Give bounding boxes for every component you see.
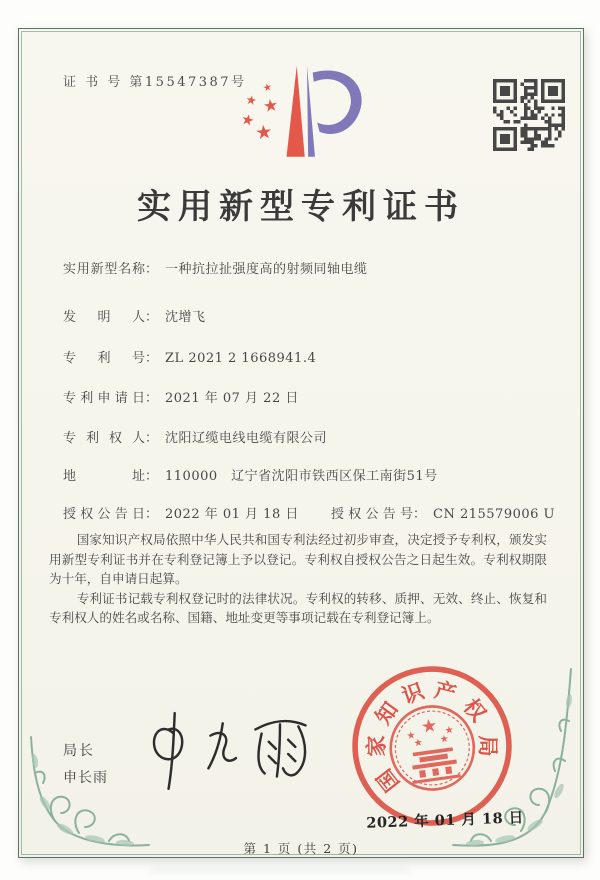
- seal-char: 家: [364, 735, 390, 757]
- cnipa-logo-icon: [232, 59, 382, 167]
- field-value: 沈增飞: [165, 310, 206, 325]
- certificate-title: 实用新型专利证书: [137, 187, 465, 227]
- seal-char: 局: [474, 735, 500, 757]
- field-value: ZL 2021 2 1668941.4: [165, 351, 317, 366]
- legal-paragraph-1: 国家知识产权局依照中华人民共和国专利法经过初步审查，决定授予专利权，颁发实用新型专利证书并在专利登记簿上予以登记。专利权自授权公告之日起生效。专利权期限为十年，自申请日起算。: [49, 532, 547, 587]
- commissioner-title: 局长: [63, 743, 95, 759]
- field-value: 110000 辽宁省沈阳市铁西区保工南街51号: [165, 469, 438, 484]
- commissioner-name: 申长雨: [63, 770, 108, 786]
- seal-date: 2022 年 01 月 18 日: [366, 809, 525, 832]
- svg-text:★: ★: [262, 81, 274, 95]
- legal-text-block: [49, 530, 547, 628]
- certificate-number: 证 书 号 第15547387号: [63, 75, 247, 90]
- svg-text:★: ★: [439, 733, 450, 746]
- seal-char: 权: [457, 694, 491, 727]
- field-label: 授权公告日: [63, 507, 145, 522]
- svg-text:★: ★: [405, 730, 417, 743]
- field-row-inventor: [63, 306, 206, 326]
- svg-text:★: ★: [239, 110, 257, 131]
- field-colon: ：: [145, 351, 159, 366]
- field-colon: ：: [145, 507, 159, 522]
- field-label: 专利号: [63, 351, 145, 366]
- field-label: 地址: [63, 469, 145, 484]
- handwritten-signature-icon: [143, 705, 327, 801]
- field-colon: ：: [145, 431, 159, 446]
- field-colon: ：: [145, 310, 159, 325]
- certificate-paper: [18, 28, 584, 858]
- svg-text:★: ★: [244, 91, 259, 109]
- field-value: 沈阳辽缆电线电缆有限公司: [165, 431, 328, 446]
- seal-char: 知: [371, 697, 404, 730]
- field-value: CN 215579006 U: [433, 507, 555, 522]
- field-row-name: [63, 258, 368, 278]
- field-value: 一种抗拉扯强度高的射频同轴电缆: [165, 262, 368, 277]
- svg-text:★: ★: [444, 724, 455, 737]
- field-colon: ：: [413, 507, 427, 522]
- field-row-patent-number: [63, 347, 316, 367]
- field-label: 实用新型名称: [63, 262, 145, 277]
- seal-char: 产: [431, 677, 459, 708]
- field-colon: ：: [145, 391, 159, 406]
- svg-text:★: ★: [413, 737, 424, 750]
- field-colon: ：: [145, 262, 159, 277]
- field-label: 发明人: [63, 310, 145, 325]
- field-row-grant-date: [63, 503, 555, 523]
- corner-ornament-left-icon: [21, 733, 151, 855]
- field-row-address: [63, 465, 438, 485]
- svg-text:★: ★: [254, 119, 274, 145]
- qr-code-icon: [493, 79, 565, 151]
- field-label: 专利权人: [63, 431, 145, 446]
- page-footer: 第 1 页 (共 2 页): [243, 841, 359, 856]
- field-row-patentee: [63, 427, 327, 447]
- seal-char: 识: [398, 678, 428, 710]
- field-row-filing-date: [63, 387, 299, 407]
- field-pair-grant-number: [331, 503, 555, 522]
- field-value: 2022 年 01 月 18 日: [165, 507, 299, 522]
- svg-text:★: ★: [261, 95, 280, 118]
- field-label: 专利申请日: [63, 391, 145, 406]
- seal-char: 国: [372, 763, 405, 796]
- legal-paragraph-2: 专利证书记载专利权登记时的法律状况。专利权的转移、质押、无效、终止、恢复和专利权人的姓名或名称、国籍、地址变更等事项记载在专利登记簿上。: [49, 590, 547, 626]
- field-value: 2021 年 07 月 22 日: [165, 391, 299, 406]
- svg-text:★: ★: [419, 714, 439, 739]
- field-colon: ：: [145, 469, 159, 484]
- field-label: 授权公告号: [331, 507, 413, 522]
- scan-bleed-through: [150, 866, 410, 874]
